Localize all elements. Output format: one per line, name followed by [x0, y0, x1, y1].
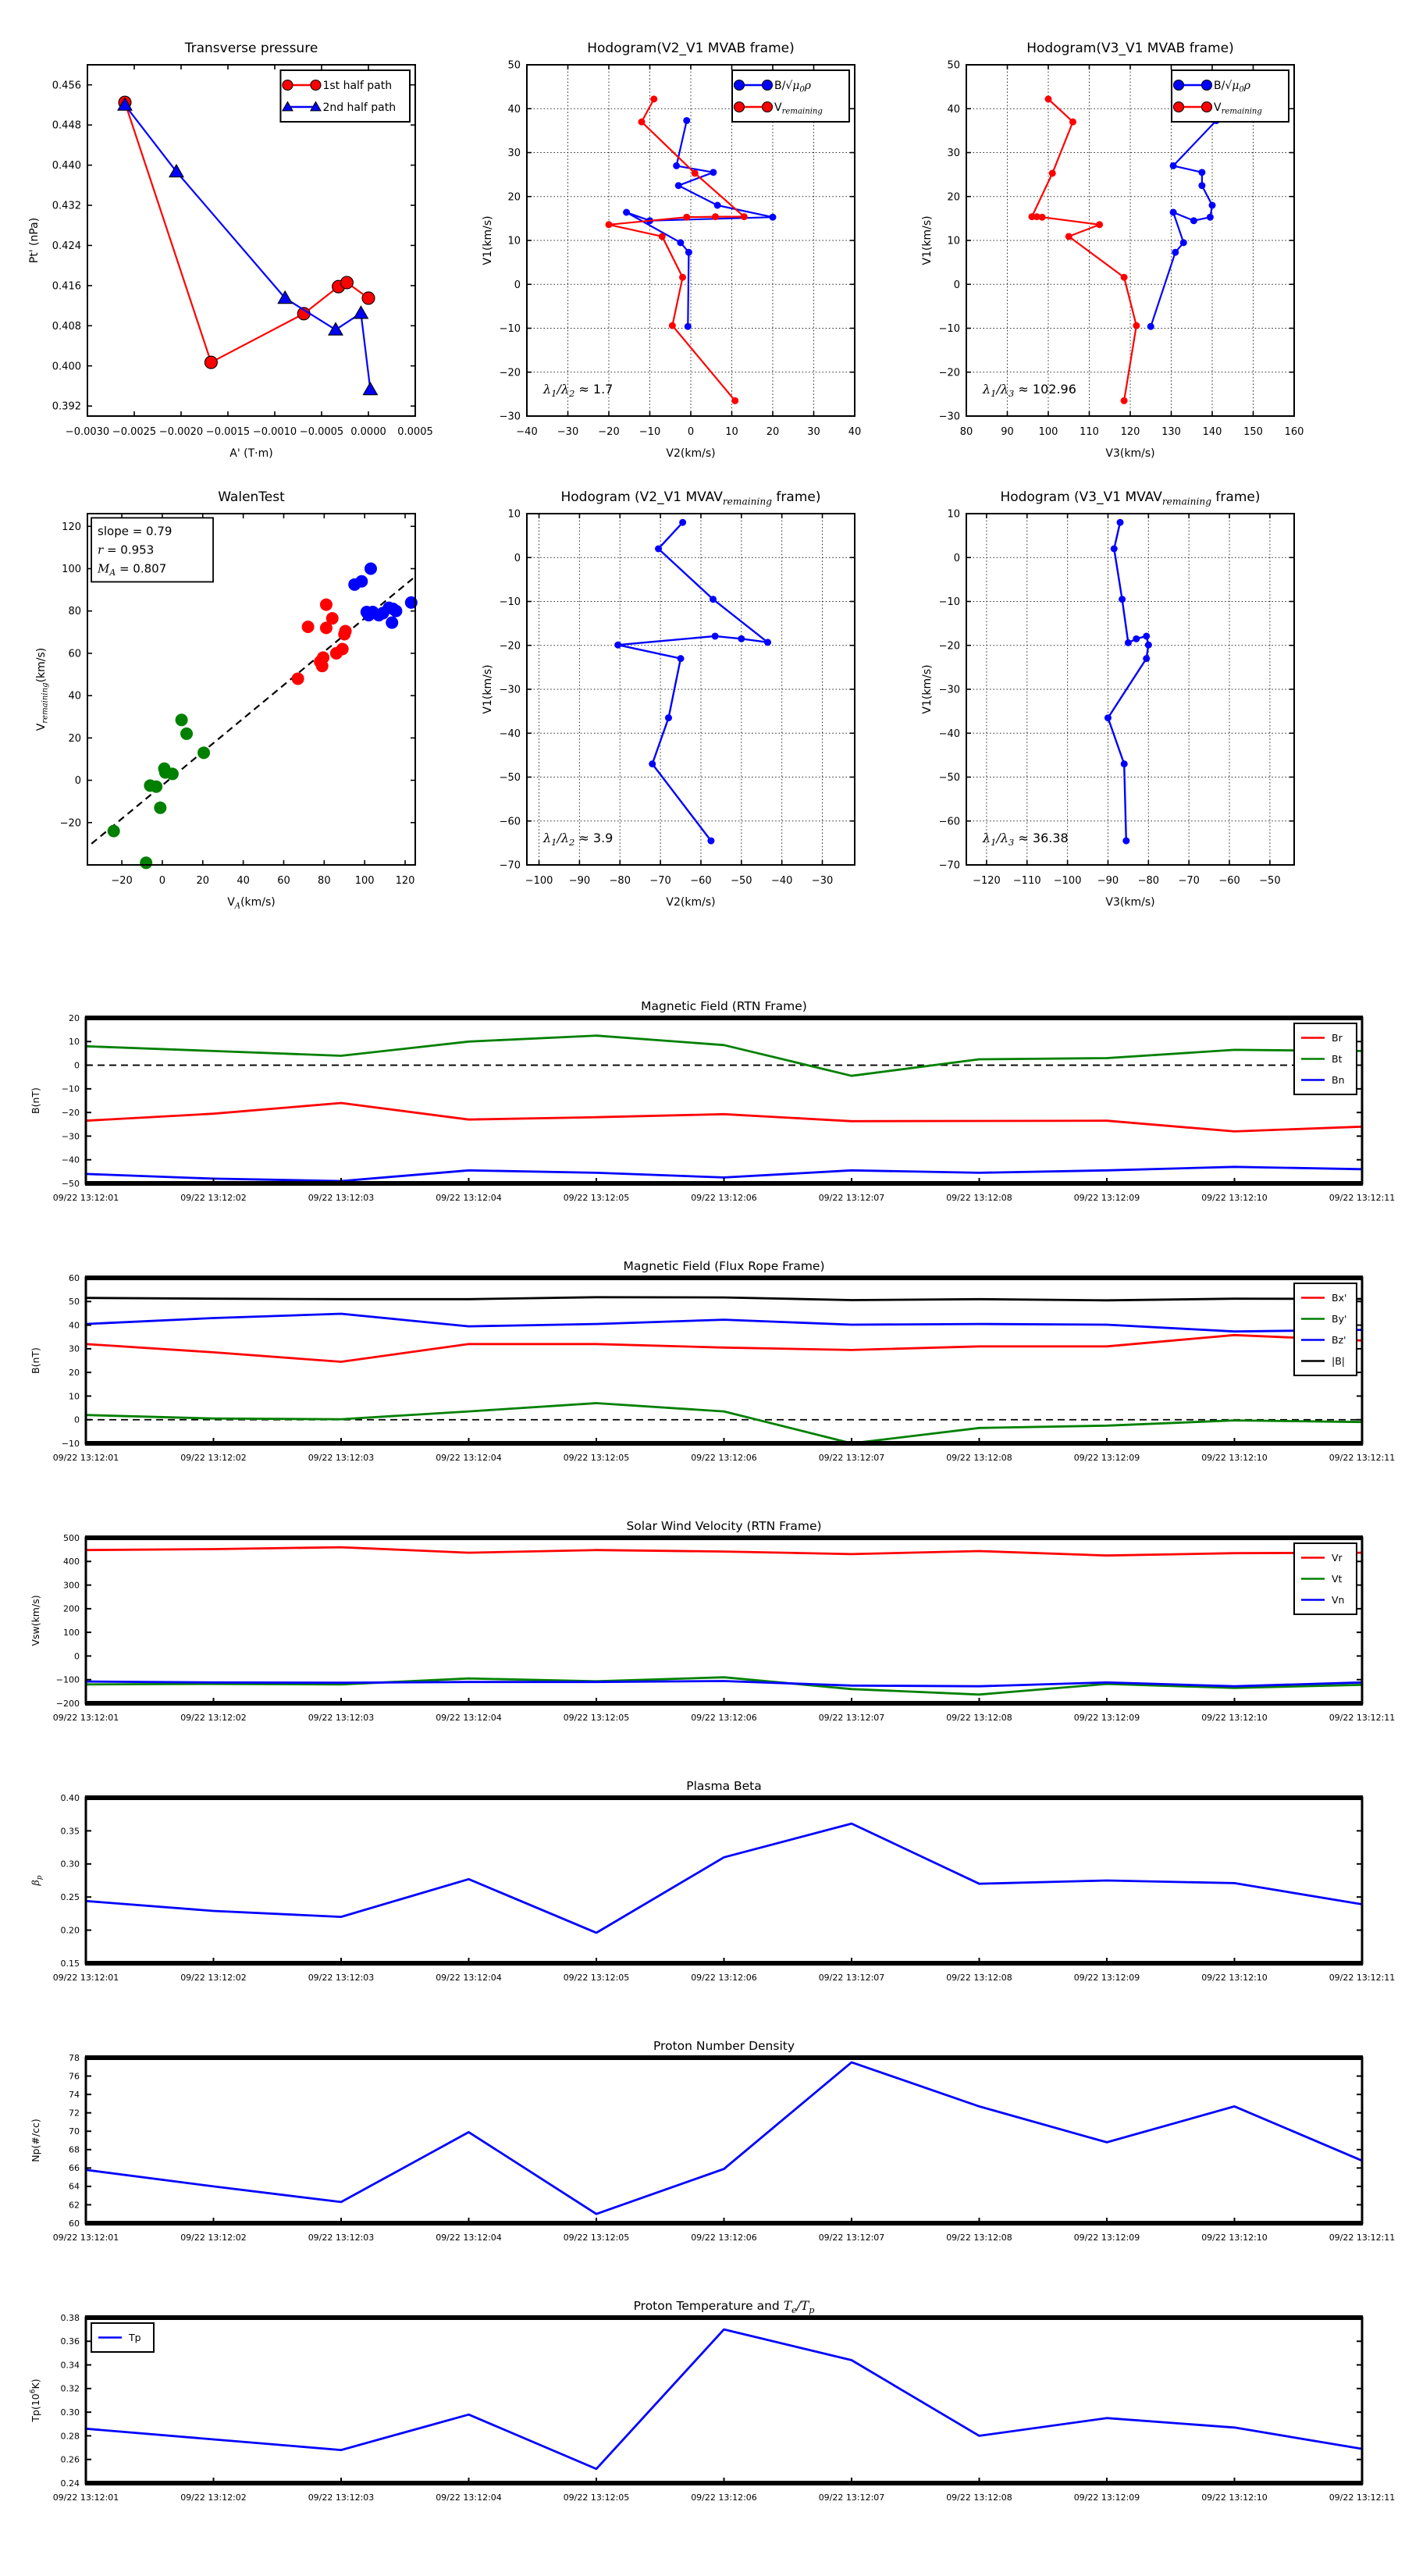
legend-label: 2nd half path	[322, 101, 397, 114]
y-tick-label: 0	[74, 775, 81, 788]
y-tick-label: 0.30	[60, 1859, 80, 1870]
y-tick-label: 50	[69, 1297, 80, 1308]
y-tick-label: 40	[947, 103, 960, 116]
x-tick-label: 160	[1284, 426, 1304, 438]
x-tick-label: −50	[1259, 875, 1281, 887]
y-tick-label: 64	[69, 2181, 80, 2192]
x-tick-label: 09/22 13:12:07	[818, 1973, 885, 1983]
legend-label: By'	[1332, 1312, 1347, 1325]
x-tick-label: 09/22 13:12:09	[1073, 2233, 1140, 2243]
legend-label: Vt	[1332, 1572, 1343, 1585]
plot-title: Hodogram(V3_V1 MVAB frame)	[1026, 41, 1234, 56]
x-tick-label: 09/22 13:12:02	[180, 1453, 247, 1463]
x-tick-label: 09/22 13:12:06	[691, 2233, 757, 2243]
y-tick-label: 80	[68, 606, 81, 618]
y-tick-label: 10	[507, 235, 521, 247]
x-tick-label: 09/22 13:12:03	[308, 1713, 375, 1723]
x-tick-label: −40	[770, 875, 793, 887]
y-tick-label: 300	[63, 1580, 80, 1591]
y-tick-label: −60	[938, 816, 960, 828]
x-tick-label: 09/22 13:12:11	[1329, 1973, 1396, 1983]
x-tick-label: 09/22 13:12:09	[1073, 1713, 1140, 1723]
x-tick-label: −0.0010	[252, 426, 297, 438]
y-tick-label: −100	[55, 1674, 80, 1685]
y-tick-label: 30	[507, 148, 521, 160]
plot-title: Proton Temperature and $T_e/T_p$	[633, 2299, 815, 2315]
x-tick-label: 09/22 13:12:04	[436, 1713, 502, 1723]
x-axis-label: V3(km/s)	[1105, 896, 1155, 909]
x-tick-label: −80	[1137, 875, 1160, 887]
x-tick-label: 09/22 13:12:11	[1329, 2233, 1396, 2243]
plot-title: Hodogram (V3_V1 $MVAV_{remaining}$ frame)	[1000, 489, 1261, 507]
x-tick-label: 09/22 13:12:03	[308, 1973, 375, 1983]
y-tick-label: 10	[507, 508, 521, 521]
x-tick-label: 0	[158, 875, 166, 887]
x-tick-label: 09/22 13:12:03	[308, 2492, 375, 2503]
x-axis-label: V2(km/s)	[666, 447, 716, 460]
y-tick-label: −10	[61, 1438, 80, 1449]
y-tick-label: 62	[69, 2200, 80, 2211]
y-tick-label: −20	[59, 817, 81, 830]
legend-label: Bt	[1332, 1052, 1343, 1065]
y-tick-label: 0	[514, 279, 521, 291]
x-tick-label: 09/22 13:12:06	[691, 2492, 757, 2503]
x-tick-label: 09/22 13:12:01	[52, 1193, 119, 1203]
y-tick-label: 66	[69, 2163, 80, 2174]
x-tick-label: 09/22 13:12:05	[563, 2492, 630, 2503]
y-tick-label: 120	[62, 521, 81, 533]
legend-label: Bn	[1332, 1073, 1345, 1086]
y-tick-label: 0.400	[52, 361, 81, 373]
x-tick-label: −30	[811, 875, 834, 887]
x-tick-label: 0.0005	[397, 426, 433, 438]
legend-label: Bz'	[1332, 1333, 1346, 1346]
y-tick-label: −70	[499, 859, 521, 872]
x-tick-label: 09/22 13:12:06	[691, 1453, 757, 1463]
y-tick-label: 60	[68, 648, 81, 660]
y-tick-label: 0.34	[60, 2360, 80, 2371]
x-tick-label: 09/22 13:12:01	[52, 1973, 119, 1983]
x-tick-label: 20	[766, 426, 780, 438]
plot-title: Solar Wind Velocity (RTN Frame)	[626, 1519, 822, 1533]
y-tick-label: 0.30	[60, 2407, 80, 2418]
y-tick-label: 0.36	[60, 2336, 80, 2347]
x-tick-label: 09/22 13:12:04	[436, 2233, 502, 2243]
y-tick-label: 0.35	[60, 1826, 80, 1837]
plot-title: Magnetic Field (Flux Rope Frame)	[623, 1259, 825, 1273]
y-tick-label: 10	[947, 235, 960, 247]
x-tick-label: 09/22 13:12:05	[563, 1713, 630, 1723]
x-tick-label: 09/22 13:12:03	[308, 1453, 375, 1463]
legend-label: 1st half path	[322, 79, 393, 92]
x-tick-label: 09/22 13:12:05	[563, 1973, 630, 1983]
x-tick-label: 09/22 13:12:01	[52, 2492, 119, 2503]
x-tick-label: 09/22 13:12:10	[1201, 2233, 1268, 2243]
y-tick-label: −30	[938, 411, 960, 423]
x-tick-label: −40	[516, 426, 538, 438]
plot-title: Proton Number Density	[653, 2039, 795, 2053]
x-tick-label: 09/22 13:12:06	[691, 1713, 757, 1723]
y-axis-label: V1(km/s)	[921, 664, 934, 714]
y-tick-label: 0.15	[60, 1958, 80, 1969]
y-tick-label: 0.24	[60, 2478, 80, 2489]
x-tick-label: 09/22 13:12:02	[180, 1193, 247, 1203]
y-tick-label: 0	[74, 1414, 80, 1425]
x-tick-label: 09/22 13:12:02	[180, 2233, 247, 2243]
y-tick-label: 0.392	[52, 400, 81, 413]
plot-annotation: $\lambda_1/\lambda_3 \approx 36.38$	[983, 830, 1069, 848]
y-tick-label: 30	[947, 148, 960, 160]
y-tick-label: 0	[74, 1060, 80, 1071]
y-tick-label: 72	[69, 2108, 80, 2119]
x-tick-label: 09/22 13:12:09	[1073, 2492, 1140, 2503]
x-tick-label: 09/22 13:12:05	[563, 2233, 630, 2243]
y-tick-label: −10	[499, 596, 521, 609]
y-tick-label: −10	[499, 323, 521, 336]
y-tick-label: −30	[61, 1131, 80, 1142]
x-axis-label: A' (T·m)	[229, 447, 273, 460]
plot-title: Hodogram (V2_V1 $MVAV_{remaining}$ frame)	[560, 489, 821, 507]
x-tick-label: −80	[609, 875, 631, 887]
x-tick-label: 110	[1080, 426, 1099, 438]
y-tick-label: 70	[69, 2126, 80, 2137]
x-tick-label: 09/22 13:12:11	[1329, 2492, 1396, 2503]
x-tick-label: 09/22 13:12:01	[52, 2233, 119, 2243]
x-tick-label: −70	[1178, 875, 1200, 887]
y-tick-label: −50	[938, 772, 960, 785]
y-tick-label: 60	[69, 2218, 80, 2229]
y-tick-label: −40	[499, 728, 521, 740]
y-tick-label: 200	[63, 1603, 80, 1614]
y-axis-label: B(nT)	[30, 1347, 41, 1374]
x-tick-label: 100	[1038, 426, 1058, 438]
y-tick-label: 0.456	[52, 80, 81, 92]
y-tick-label: −30	[938, 684, 960, 696]
x-tick-label: 09/22 13:12:01	[52, 1453, 119, 1463]
x-tick-label: 09/22 13:12:08	[946, 1973, 1012, 1983]
x-tick-label: −100	[525, 875, 553, 887]
x-tick-label: 09/22 13:12:10	[1201, 1193, 1268, 1203]
y-tick-label: −20	[61, 1107, 80, 1118]
x-tick-label: 40	[237, 875, 250, 887]
y-tick-label: 100	[63, 1627, 80, 1638]
x-tick-label: 09/22 13:12:05	[563, 1453, 630, 1463]
x-axis-label: $V_A(km/s)$	[227, 896, 276, 911]
x-tick-label: 09/22 13:12:07	[818, 1713, 885, 1723]
plot-annotation: $\lambda_1/\lambda_3 \approx 102.96$	[983, 381, 1076, 399]
y-axis-label: Np(#/cc)	[30, 2119, 41, 2162]
x-tick-label: 09/22 13:12:02	[180, 2492, 247, 2503]
x-tick-label: −60	[1218, 875, 1240, 887]
y-tick-label: 10	[69, 1391, 80, 1402]
y-axis-label: V1(km/s)	[482, 664, 494, 714]
legend-label: |B|	[1332, 1354, 1345, 1367]
plot-annotation: $\lambda_1/\lambda_2 \approx 3.9$	[543, 830, 614, 848]
y-tick-label: 0	[953, 552, 960, 564]
x-tick-label: −0.0030	[65, 426, 110, 438]
y-tick-label: 400	[63, 1557, 80, 1567]
legend-label: Vn	[1332, 1593, 1345, 1606]
x-tick-label: −70	[649, 875, 671, 887]
y-tick-label: 100	[62, 564, 81, 576]
x-tick-label: 0.0000	[350, 426, 386, 438]
x-tick-label: −90	[1097, 875, 1119, 887]
x-tick-label: 09/22 13:12:11	[1329, 1193, 1396, 1203]
plot-title: Transverse pressure	[184, 41, 318, 56]
x-tick-label: 100	[354, 875, 375, 887]
legend-label: Bx'	[1332, 1291, 1347, 1304]
plot-title: WalenTest	[218, 489, 285, 505]
y-tick-label: −50	[499, 772, 521, 785]
x-tick-label: 40	[848, 426, 862, 438]
x-tick-label: 09/22 13:12:10	[1201, 1713, 1268, 1723]
x-tick-label: 120	[1120, 426, 1140, 438]
legend-label: Br	[1332, 1031, 1343, 1044]
y-tick-label: −30	[499, 684, 521, 696]
y-tick-label: 50	[947, 59, 960, 72]
x-tick-label: 80	[318, 875, 331, 887]
y-tick-label: −70	[938, 859, 960, 872]
x-tick-label: −90	[568, 875, 591, 887]
y-tick-label: −60	[499, 816, 521, 828]
x-tick-label: 09/22 13:12:11	[1329, 1453, 1396, 1463]
x-tick-label: 09/22 13:12:08	[946, 1193, 1012, 1203]
y-tick-label: 40	[69, 1320, 80, 1331]
y-tick-label: 20	[68, 732, 81, 745]
x-tick-label: 09/22 13:12:07	[818, 1453, 885, 1463]
x-tick-label: 09/22 13:12:09	[1073, 1453, 1140, 1463]
y-axis-label: Pt' (nPa)	[28, 217, 41, 264]
legend-label: Vr	[1332, 1551, 1343, 1564]
y-axis-label: Vsw(km/s)	[30, 1595, 41, 1646]
y-tick-label: 20	[69, 1367, 80, 1378]
x-tick-label: −0.0005	[299, 426, 344, 438]
x-tick-label: 60	[277, 875, 290, 887]
x-tick-label: 0	[687, 426, 695, 438]
x-tick-label: −50	[731, 875, 752, 887]
x-tick-label: −100	[1053, 875, 1082, 887]
plot-title: Plasma Beta	[686, 1779, 762, 1793]
x-tick-label: −0.0015	[205, 426, 251, 438]
y-axis-label: $Tp(10^6K)$	[29, 2379, 41, 2422]
y-tick-label: 0	[74, 1651, 80, 1662]
x-tick-label: 09/22 13:12:11	[1329, 1713, 1396, 1723]
plot-title: Hodogram(V2_V1 MVAB frame)	[587, 41, 795, 56]
x-tick-label: 80	[959, 426, 973, 438]
x-tick-label: 09/22 13:12:02	[180, 1973, 247, 1983]
y-tick-label: −40	[938, 728, 960, 740]
plot-annotation: $\lambda_1/\lambda_2 \approx 1.7$	[543, 381, 614, 399]
y-tick-label: 0.32	[60, 2383, 80, 2394]
y-tick-label: −20	[499, 367, 521, 379]
y-axis-label: V1(km/s)	[921, 215, 934, 265]
x-tick-label: 09/22 13:12:08	[946, 2492, 1012, 2503]
y-tick-label: 0.448	[52, 119, 81, 132]
y-tick-label: 0.424	[52, 240, 81, 252]
x-tick-label: −0.0020	[158, 426, 204, 438]
y-tick-label: 40	[507, 103, 521, 116]
x-tick-label: 20	[196, 875, 210, 887]
y-tick-label: 0.38	[60, 2312, 80, 2323]
y-axis-label: V1(km/s)	[482, 215, 494, 265]
x-tick-label: 150	[1243, 426, 1263, 438]
y-tick-label: 0.416	[52, 280, 81, 293]
y-tick-label: 20	[947, 191, 960, 204]
x-tick-label: 09/22 13:12:04	[436, 1973, 502, 1983]
x-tick-label: 09/22 13:12:09	[1073, 1973, 1140, 1983]
y-tick-label: 0.432	[52, 200, 81, 212]
legend-label: $B/√\mu_0\rho$	[774, 79, 812, 94]
x-tick-label: 09/22 13:12:04	[436, 1193, 502, 1203]
y-tick-label: 20	[69, 1012, 80, 1023]
y-axis-label: $V_{remaining}(km/s)$	[35, 647, 50, 731]
stats-line: $M_A = 0.807$	[98, 561, 167, 578]
y-tick-label: −10	[938, 323, 960, 336]
x-axis-label: V3(km/s)	[1105, 447, 1155, 460]
x-tick-label: 09/22 13:12:06	[691, 1973, 757, 1983]
x-tick-label: 09/22 13:12:08	[946, 2233, 1012, 2243]
y-tick-label: −20	[938, 367, 960, 379]
x-axis-label: V2(km/s)	[666, 896, 716, 909]
y-tick-label: −200	[55, 1698, 80, 1709]
y-tick-label: 20	[507, 191, 521, 204]
y-tick-label: 0	[514, 552, 521, 564]
y-tick-label: 68	[69, 2144, 80, 2155]
y-axis-label: $\beta_p$	[30, 1875, 44, 1886]
y-tick-label: 10	[69, 1037, 80, 1048]
x-tick-label: −20	[111, 875, 133, 887]
y-tick-label: −30	[499, 411, 521, 423]
y-tick-label: 40	[68, 690, 81, 703]
x-tick-label: 09/22 13:12:01	[52, 1713, 119, 1723]
plot-title: Magnetic Field (RTN Frame)	[641, 999, 807, 1013]
x-tick-label: −0.0025	[112, 426, 157, 438]
y-tick-label: −40	[61, 1155, 80, 1165]
x-tick-label: 09/22 13:12:07	[818, 2492, 885, 2503]
x-tick-label: 09/22 13:12:03	[308, 1193, 375, 1203]
y-tick-label: −50	[61, 1178, 80, 1189]
x-tick-label: 09/22 13:12:03	[308, 2233, 375, 2243]
x-tick-label: 30	[807, 426, 820, 438]
y-tick-label: −10	[938, 596, 960, 609]
x-tick-label: 09/22 13:12:08	[946, 1713, 1012, 1723]
y-tick-label: 76	[69, 2071, 80, 2082]
legend-label: $V_{remaining}$	[1214, 101, 1262, 116]
legend-label: Tp	[129, 2331, 141, 2343]
y-tick-label: 0.26	[60, 2454, 80, 2465]
x-tick-label: 09/22 13:12:07	[818, 1193, 885, 1203]
y-tick-label: 0.28	[60, 2431, 80, 2442]
x-tick-label: 09/22 13:12:02	[180, 1713, 247, 1723]
stats-line: r = 0.953	[98, 543, 155, 557]
x-tick-label: 140	[1202, 426, 1222, 438]
x-tick-label: 09/22 13:12:10	[1201, 2492, 1268, 2503]
y-tick-label: 0.20	[60, 1925, 80, 1936]
y-tick-label: −10	[61, 1083, 80, 1094]
legend-label: $V_{remaining}$	[774, 101, 823, 116]
y-tick-label: −20	[499, 640, 521, 653]
x-tick-label: −60	[690, 875, 712, 887]
y-tick-label: 30	[69, 1343, 80, 1354]
y-tick-label: 500	[63, 1532, 80, 1543]
x-tick-label: 90	[1001, 426, 1014, 438]
stats-line: slope = 0.79	[98, 524, 173, 539]
x-tick-label: −120	[973, 875, 1001, 887]
x-tick-label: 09/22 13:12:09	[1073, 1193, 1140, 1203]
y-tick-label: 0	[953, 279, 960, 291]
y-tick-label: 10	[947, 508, 960, 521]
x-tick-label: 130	[1161, 426, 1181, 438]
x-tick-label: −10	[638, 426, 661, 438]
y-tick-label: 78	[69, 2052, 80, 2063]
x-tick-label: 10	[725, 426, 738, 438]
y-axis-label: B(nT)	[30, 1087, 41, 1114]
legend-label: $B/√\mu_0\rho$	[1214, 79, 1251, 94]
legend-box	[280, 70, 410, 122]
x-tick-label: −20	[598, 426, 620, 438]
x-tick-label: 09/22 13:12:10	[1201, 1973, 1268, 1983]
y-tick-label: 0.440	[52, 160, 81, 173]
x-tick-label: 09/22 13:12:10	[1201, 1453, 1268, 1463]
x-tick-label: 09/22 13:12:05	[563, 1193, 630, 1203]
x-tick-label: 09/22 13:12:08	[946, 1453, 1012, 1463]
x-tick-label: −30	[557, 426, 579, 438]
x-tick-label: −110	[1012, 875, 1041, 887]
y-tick-label: 60	[69, 1272, 80, 1283]
x-tick-label: 09/22 13:12:04	[436, 2492, 502, 2503]
x-tick-label: 120	[395, 875, 415, 887]
y-tick-label: 0.40	[60, 1792, 80, 1803]
y-tick-label: 50	[507, 59, 521, 72]
x-tick-label: 09/22 13:12:04	[436, 1453, 502, 1463]
x-tick-label: 09/22 13:12:06	[691, 1193, 757, 1203]
y-tick-label: −20	[938, 640, 960, 653]
y-tick-label: 74	[69, 2089, 80, 2100]
x-tick-label: 09/22 13:12:07	[818, 2233, 885, 2243]
y-tick-label: 0.25	[60, 1892, 80, 1903]
y-tick-label: 0.408	[52, 320, 81, 333]
